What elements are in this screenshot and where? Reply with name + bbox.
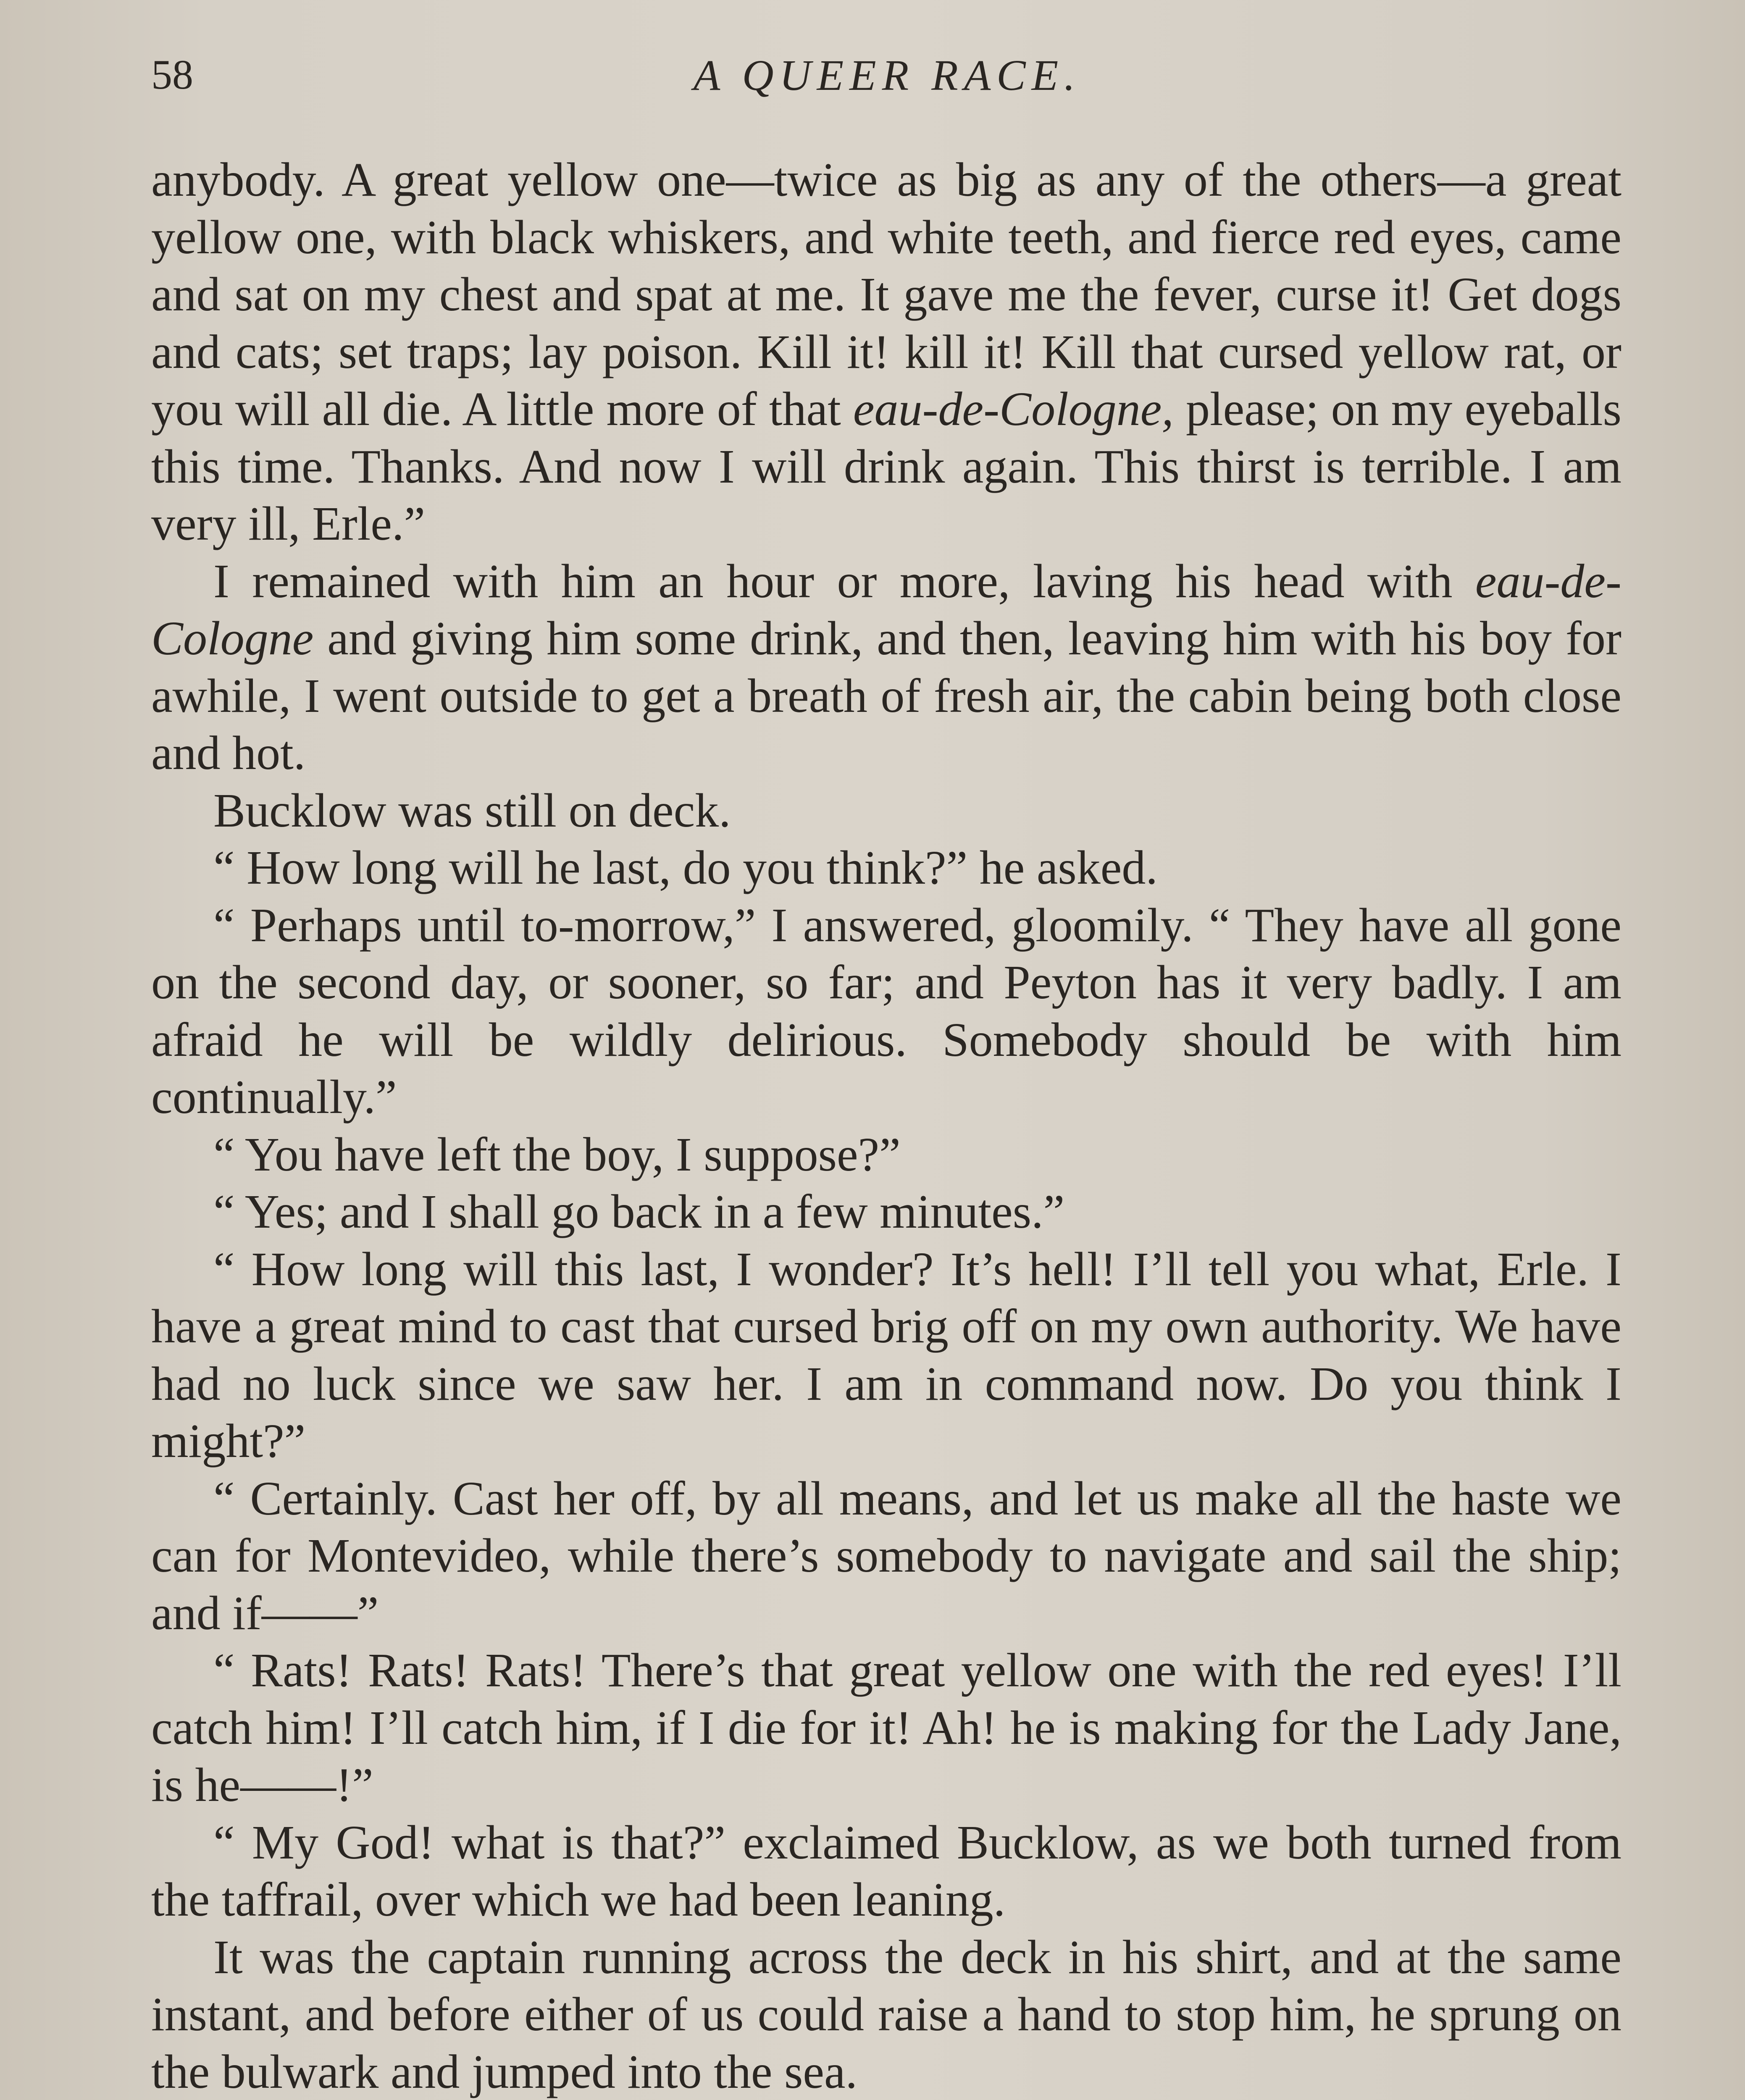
paragraph <box>151 1241 1621 1470</box>
text-segment: “ My God! what is that?” exclaimed Bucklow, as we both turned from the taffrail, over which we had been leaning. <box>151 1815 1621 1926</box>
page-number: 58 <box>151 51 193 98</box>
paragraph <box>151 1470 1621 1642</box>
text-segment: please; on my eyeballs this time. Thanks. And now I will drink again. This thirst is terrible. I am very ill, Erle.” <box>151 382 1621 550</box>
italic-text: eau-de-Cologne <box>151 554 1621 665</box>
text-segment: “ Yes; and I shall go back in a few minutes.” <box>213 1185 1065 1238</box>
text-segment: “ Perhaps until to-morrow,” I answered, gloomily. “ They have all gone on the second day, or sooner, so far; and Peyton has it very badly. I am afraid he will be wildly delirious. Somebody should be with him continually.” <box>151 898 1621 1124</box>
paragraph <box>151 839 1621 897</box>
paragraph <box>151 1929 1621 2100</box>
paragraph <box>151 1814 1621 1929</box>
text-segment: “ You have left the boy, I suppose?” <box>213 1127 901 1181</box>
text-segment: I remained with him an hour or more, laving his head with <box>213 554 1475 608</box>
paragraph <box>151 782 1621 840</box>
text-segment: It was the captain running across the deck in his shirt, and at the same instant, and before either of us could raise a hand to stop him, he sprung on the bulwark and jumped into the sea. <box>151 1930 1621 2098</box>
text-segment: Bucklow was still on deck. <box>213 783 731 837</box>
text-segment: anybody. A great yellow one—twice as big as any of the others—a great yellow one, with black whiskers, and white teeth, and fierce red eyes, came and sat on my chest and spat at me. It gave me the fever, curse it! Get dogs and cats; set traps; lay poison. Kill it! kill it! Kill that cursed yellow rat, or you will all die. A little more of that <box>151 153 1621 436</box>
italic-text: eau-de-Cologne, <box>853 382 1174 436</box>
running-title: A QUEER RACE. <box>693 51 1081 100</box>
paragraph <box>151 1126 1621 1184</box>
paragraph <box>151 151 1621 553</box>
running-head <box>151 50 1623 113</box>
body-text <box>151 151 1621 2100</box>
paragraph <box>151 897 1621 1126</box>
paragraph <box>151 553 1621 782</box>
text-segment: and giving him some drink, and then, leaving him with his boy for awhile, I went outside to get a breath of fresh air, the cabin being both close and hot. <box>151 612 1621 780</box>
text-segment: “ Certainly. Cast her off, by all means, and let us make all the haste we can for Montevideo, while there’s somebody to navigate and sail the ship; and if——” <box>151 1471 1621 1640</box>
paragraph <box>151 1183 1621 1241</box>
text-segment: “ How long will he last, do you think?” he asked. <box>213 841 1158 894</box>
text-segment: “ Rats! Rats! Rats! There’s that great yellow one with the red eyes! I’ll catch him! I’ll catch him, if I die for it! Ah! he is making for the Lady Jane, is he——!” <box>151 1643 1621 1811</box>
text-segment: “ How long will this last, I wonder? It’s hell! I’ll tell you what, Erle. I have a great mind to cast that cursed brig off on my own authority. We have had no luck since we saw her. I am in command now. Do you think I might?” <box>151 1242 1621 1467</box>
paragraph <box>151 1642 1621 1814</box>
